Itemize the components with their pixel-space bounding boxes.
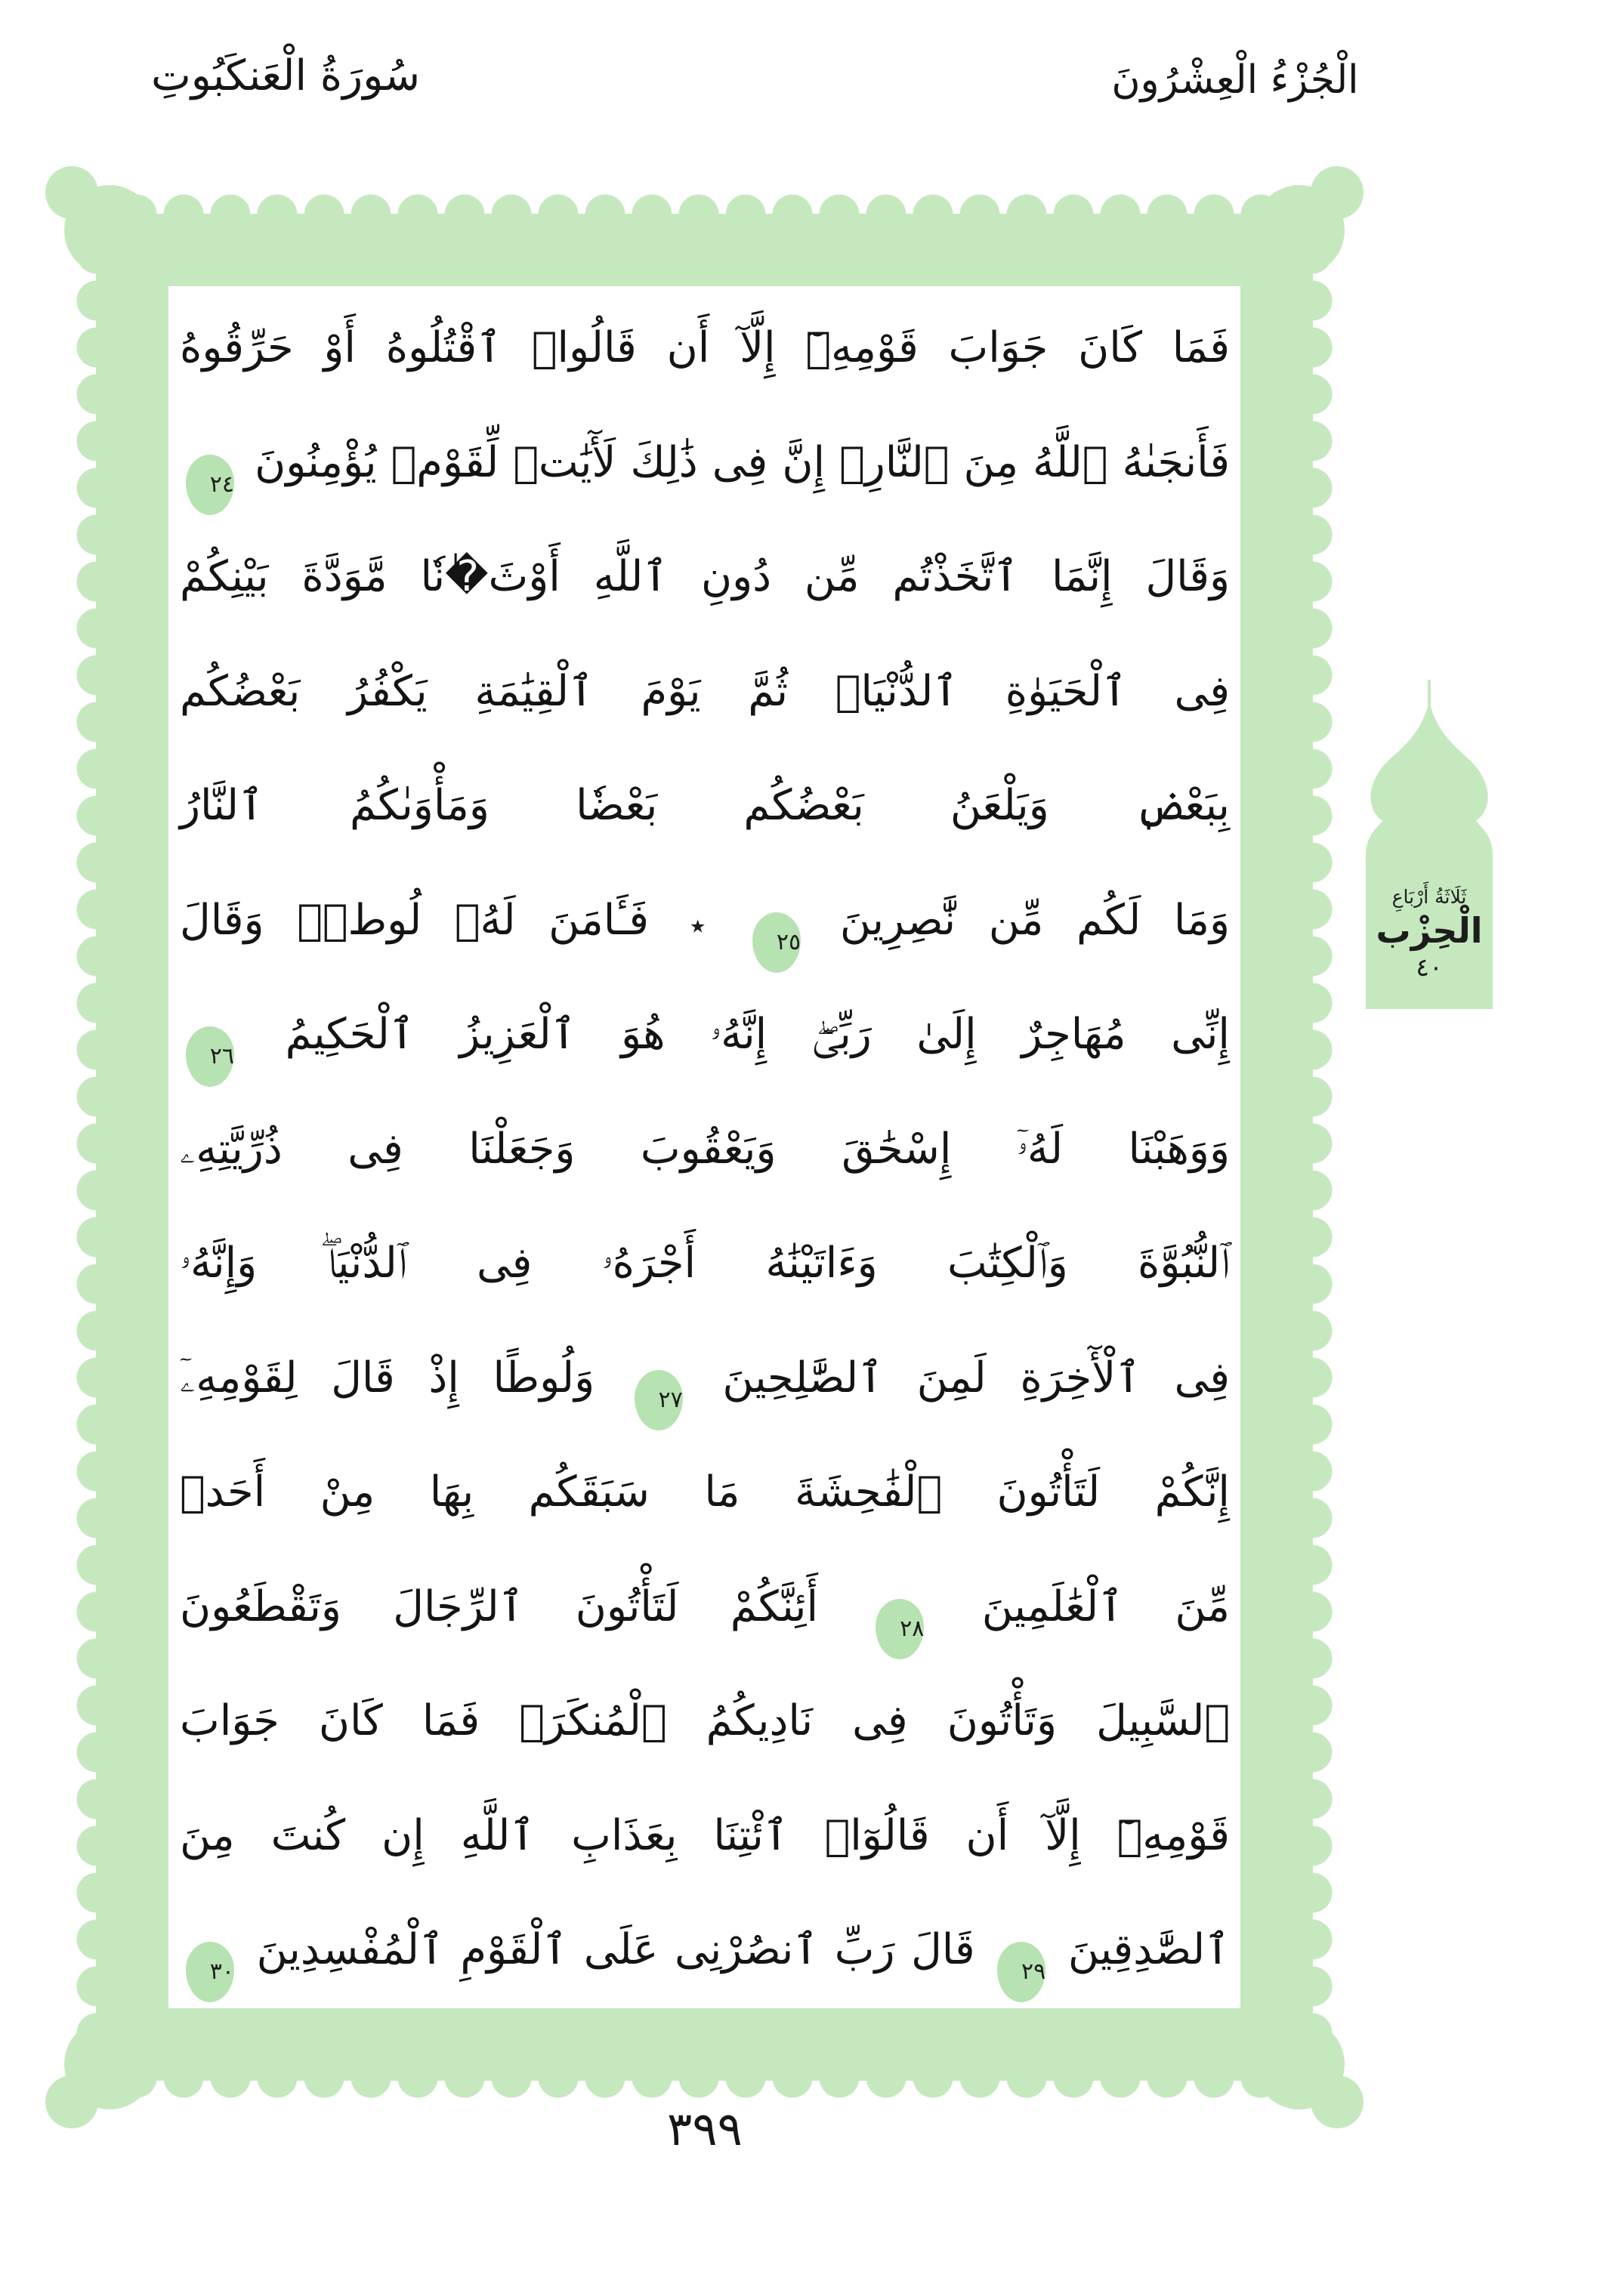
ayah-end-marker: ٢٧ [635,1370,683,1430]
hizb-number: ٤٠ [1416,952,1443,982]
frame-scallops-right [1312,230,1333,2066]
frame-scallops-left [76,230,97,2066]
ayah-text: فَمَا كَانَ جَوَابَ قَوْمِهِۦٓ إِلَّآ أَن قَالُوا۟ ٱقْتُلُوهُ أَوْ حَرِّقُوهُ [180,323,1230,372]
ayah-text: فِى ٱلْحَيَوٰةِ ٱلدُّنْيَاۖ ثُمَّ يَوْمَ ٱلْقِيَٰمَةِ يَكْفُرُ بَعْضُكُم [180,666,1230,716]
ayah-text: قَالَ رَبِّ ٱنصُرْنِى عَلَى ٱلْقَوْمِ ٱلْمُفْسِدِينَ [256,1925,975,1974]
quran-line [180,1322,1230,1437]
ayah-text: إِنَّكُمْ لَتَأْتُونَ ٱلْفَٰحِشَةَ مَا سَبَقَكُم بِهَا مِنْ أَحَدٖ [180,1467,1230,1517]
frame-corner-lobe-bottom-left [45,2075,98,2128]
ayah-end-marker: ٢٨ [876,1599,924,1659]
ayah-text: ٱلنُّبُوَّةَ وَٱلْكِتَٰبَ وَءَاتَيْنَٰهُ أَجْرَهُۥ فِى ٱلدُّنْيَاۖ وَإِنَّهُۥ [180,1239,1230,1288]
quran-line [180,1436,1230,1551]
ayah-text: فَـَٔامَنَ لَهُۥ لُوطٞۘ وَقَالَ [180,895,650,945]
hizb-label: الْحِزْب [1376,910,1483,951]
ayah-end-marker: ٣٠ [186,1942,234,2002]
quran-line [180,406,1230,521]
quran-line [180,978,1230,1093]
ayah-text: إِنِّى مُهَاجِرٌ إِلَىٰ رَبِّىٓۖ إِنَّهُۥ هُوَ ٱلْعَزِيزُ ٱلْحَكِيمُ [285,1010,1230,1059]
ayah-text: مِّنَ ٱلْعَٰلَمِينَ [981,1582,1230,1631]
quran-line [180,749,1230,864]
frame-scallops-top [113,193,1296,214]
frame-corner-lobe-bottom-right [1311,2075,1364,2128]
frame-scallops-bottom [113,2078,1296,2099]
ayah-text: وَلُوطًا إِذْ قَالَ لِقَوْمِهِۦٓ [180,1353,595,1403]
rub-el-hizb-star-icon: ٭ [689,908,706,943]
quran-line [180,635,1230,750]
quran-line [180,1893,1230,2008]
frame-corner-lobe-top-right [1311,166,1364,219]
page-number: ٣٩٩ [667,2101,743,2156]
quran-line [180,292,1230,406]
ayah-text: ٱلصَّٰدِقِينَ [1067,1925,1230,1974]
quran-line [180,1551,1230,1665]
juz-header: الْجُزْءُ الْعِشْرُونَ [1111,57,1359,103]
ayah-text: قَوْمِهِۦٓ إِلَّآ أَن قَالُوٓا۟ ٱئْتِنَا بِعَذَابِ ٱللَّهِ إِن كُنتَ مِنَ [180,1810,1230,1860]
ayah-text: ٱلسَّبِيلَ وَتَأْتُونَ فِى نَادِيكُمُ ٱلْمُنكَرَۖ فَمَا كَانَ جَوَابَ [180,1696,1230,1745]
quran-line [180,1093,1230,1208]
ayah-text: فَأَنجَىٰهُ ٱللَّهُ مِنَ ٱلنَّارِۚ إِنَّ فِى ذَٰلِكَ لَأٓيَٰتٖ لِّقَوْمٖ يُؤْمِنُونَ [255,437,1230,487]
ayah-text: وَقَالَ إِنَّمَا ٱتَّخَذْتُم مِّن دُونِ ٱللَّهِ أَوْثَ�ٰنٗا مَّوَدَّةَ بَيْنِكُمْ [180,552,1230,601]
ayah-end-marker: ٢٥ [752,912,801,973]
surah-name-header: سُورَةُ الْعَنكَبُوتِ [151,51,421,100]
ayah-text: وَمَا لَكُم مِّن نَّٰصِرِينَ [839,895,1230,945]
hizb-ornament [1354,680,1504,1012]
quran-line [180,1207,1230,1322]
frame-corner-lobe-top-left [45,166,98,219]
ayah-end-marker: ٢٤ [186,455,234,515]
quran-text-block [180,292,1230,2008]
quran-line [180,864,1230,979]
ayah-end-marker: ٢٩ [997,1942,1045,2002]
hizb-text [1354,885,1504,983]
ayah-text: وَوَهَبْنَا لَهُۥٓ إِسْحَٰقَ وَيَعْقُوبَ وَجَعَلْنَا فِى ذُرِّيَّتِهِۦ [180,1124,1230,1174]
ayah-text: فِى ٱلْأٓخِرَةِ لَمِنَ ٱلصَّٰلِحِينَ [722,1353,1230,1403]
ayah-end-marker: ٢٦ [186,1026,234,1087]
quran-line [180,1779,1230,1894]
quran-line [180,520,1230,635]
quran-line [180,1665,1230,1779]
ayah-text: بِبَعْضٖ وَيَلْعَنُ بَعْضُكُم بَعْضٗا وَمَأْوَىٰكُمُ ٱلنَّارُ [180,781,1230,830]
hizb-fraction-label: ثَلَاثَةُ أَرْبَاعِ [1391,886,1467,908]
ayah-text: أَئِنَّكُمْ لَتَأْتُونَ ٱلرِّجَالَ وَتَقْطَعُونَ [180,1582,819,1631]
